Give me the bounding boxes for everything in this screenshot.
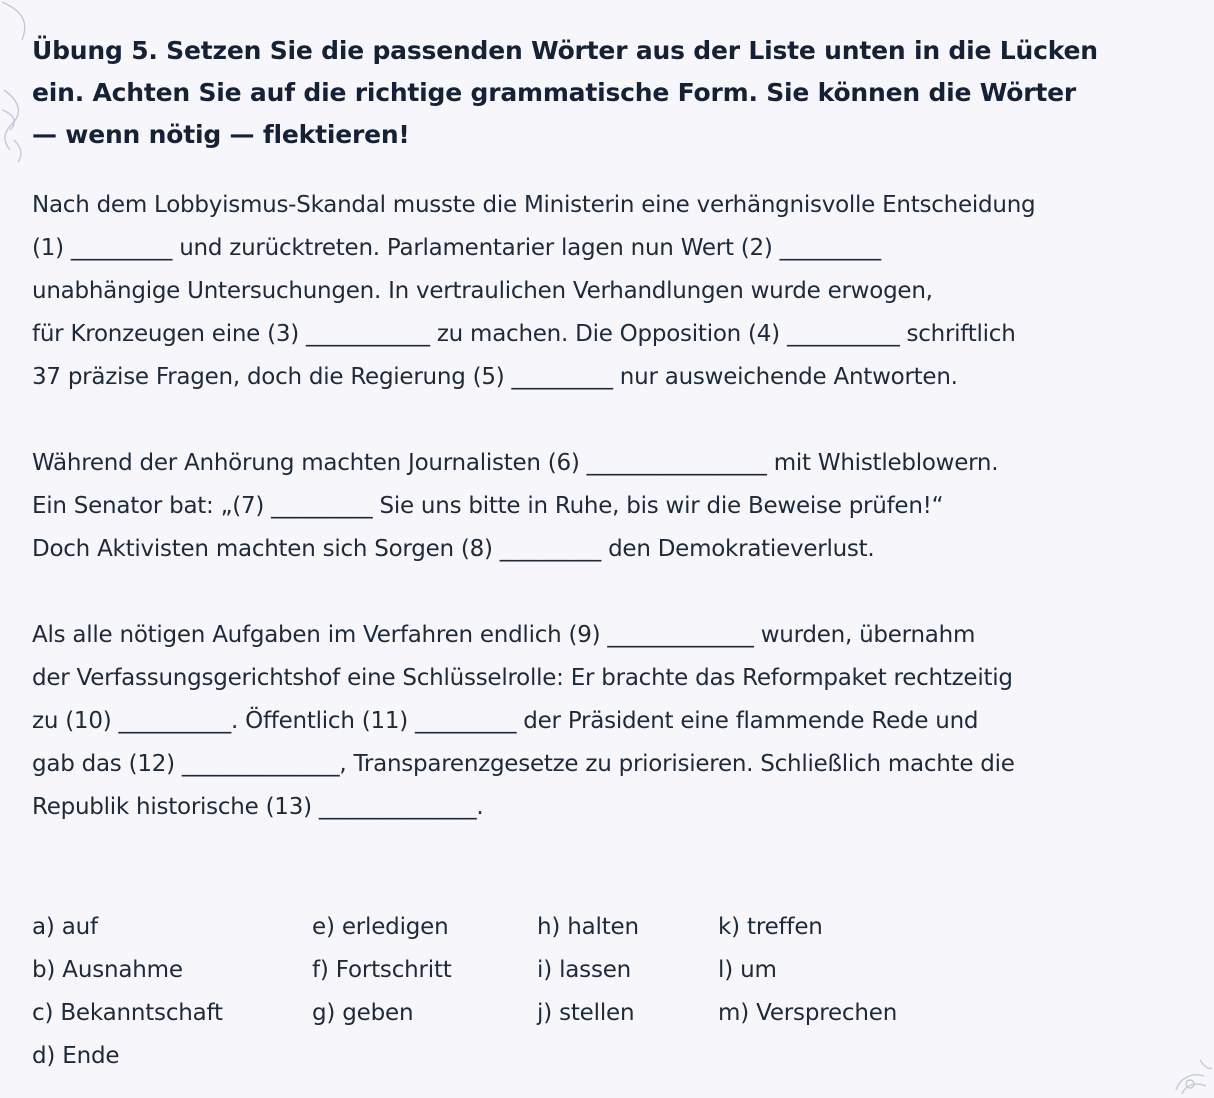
word-list-row <box>32 992 1032 1035</box>
paragraph-2 <box>32 442 1192 571</box>
paragraph-3 <box>32 614 1192 829</box>
word-option: g) geben <box>312 1000 414 1026</box>
text-line: gab das (12) ______________, Transparenzgesetze zu priorisieren. Schließlich machte die <box>32 751 1015 777</box>
title-line: Übung 5. Setzen Sie die passenden Wörter aus der Liste unten in die Lücken <box>32 36 1098 65</box>
text-line: (1) _________ und zurücktreten. Parlamentarier lagen nun Wert (2) _________ <box>32 235 881 261</box>
word-option: h) halten <box>537 914 639 940</box>
text-line: 37 präzise Fragen, doch die Regierung (5) _________ nur ausweichende Antworten. <box>32 364 958 390</box>
text-line: Republik historische (13) ______________. <box>32 794 484 820</box>
text-line: unabhängige Untersuchungen. In vertraulichen Verhandlungen wurde erwogen, <box>32 278 933 304</box>
word-option: c) Bekanntschaft <box>32 1000 223 1026</box>
text-line: Doch Aktivisten machten sich Sorgen (8) _________ den Demokratieverlust. <box>32 536 875 562</box>
text-line: zu (10) __________. Öffentlich (11) _________ der Präsident eine flammende Rede und <box>32 708 979 734</box>
word-list-row <box>32 1035 1032 1078</box>
word-option: e) erledigen <box>312 914 449 940</box>
word-option: j) stellen <box>537 1000 635 1026</box>
exercise-page <box>32 30 1192 829</box>
corner-ornament-bottom-right-icon <box>1170 1050 1214 1098</box>
text-line: Nach dem Lobbyismus-Skandal musste die Ministerin eine verhängnisvolle Entscheidung <box>32 192 1036 218</box>
word-option: d) Ende <box>32 1043 120 1069</box>
word-option: i) lassen <box>537 957 632 983</box>
title-line: — wenn nötig — flektieren! <box>32 120 410 149</box>
word-option: b) Ausnahme <box>32 957 183 983</box>
word-option: m) Versprechen <box>718 1000 898 1026</box>
word-option: f) Fortschritt <box>312 957 452 983</box>
text-line: für Kronzeugen eine (3) ___________ zu machen. Die Opposition (4) __________ schriftlich <box>32 321 1016 347</box>
text-line: Als alle nötigen Aufgaben im Verfahren endlich (9) _____________ wurden, übernahm <box>32 622 976 648</box>
exercise-title <box>32 30 1192 156</box>
word-list <box>32 906 1032 1078</box>
text-line: Ein Senator bat: „(7) _________ Sie uns bitte in Ruhe, bis wir die Beweise prüfen!“ <box>32 493 944 519</box>
word-option: a) auf <box>32 914 98 940</box>
text-line: Während der Anhörung machten Journalisten (6) ________________ mit Whistleblowern. <box>32 450 999 476</box>
word-option: k) treffen <box>718 914 823 940</box>
text-line: der Verfassungsgerichtshof eine Schlüsselrolle: Er brachte das Reformpaket rechtzeitig <box>32 665 1013 691</box>
title-line: ein. Achten Sie auf die richtige grammatische Form. Sie können die Wörter <box>32 78 1077 107</box>
word-option: l) um <box>718 957 777 983</box>
paragraph-1 <box>32 184 1192 399</box>
word-list-row <box>32 906 1032 949</box>
word-list-row <box>32 949 1032 992</box>
